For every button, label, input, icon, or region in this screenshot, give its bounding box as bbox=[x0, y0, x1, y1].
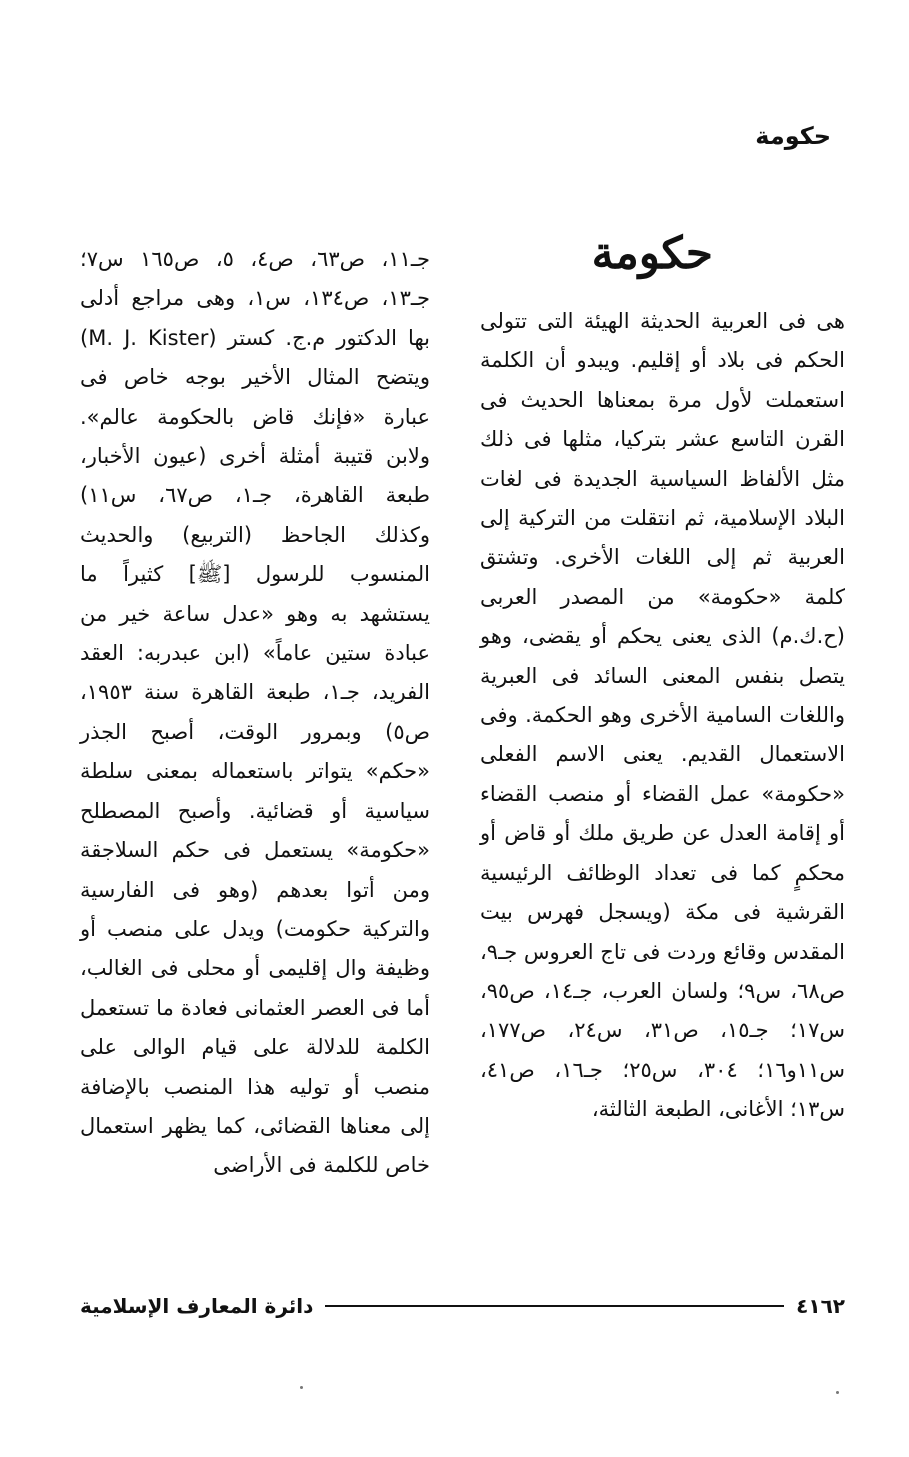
left-column-text: جـ١١، ص٦٣، ص٤، ٥، ص١٦٥ س٧؛ جـ١٣، ص١٣٤، س١، وهى مراجع أدلى بها الدكتور م.ج. كستر (M. J. Kister) ويتضح المثال الأخير بوجه خاص فى عبارة «فإنك قاض بالحكومة عالم». ولابن قتيبة أمثلة أخرى (عيون الأخبار، طبعة القاهرة، جـ١، ص٦٧، س١١) وكذلك الجاحظ (التربيع) والحديث المنسوب للرسول [ﷺ] كثيراً ما يستشهد به وهو «عدل ساعة خير من عبادة ستين عاماً» (ابن عبدربه: العقد الفريد، جـ١، طبعة القاهرة سنة ١٩٥٣، ص٥) وبمرور الوقت، أصبح الجذر «حكم» يتواتر باستعماله بمعنى سلطة سياسية أو قضائية. وأصبح المصطلح «حكومة» يستعمل فى حكم السلاجقة ومن أتوا بعدهم (وهو فى الفارسية والتركية حكومت) ويدل على منصب أو وظيفة وال إقليمى أو محلى فى الغالب، أما فى العصر العثمانى فعادة ما تستعمل الكلمة للدلالة على قيام الوالى على منصب أو توليه هذا المنصب بالإضافة إلى معناها القضائى، كما يظهر استعمال خاص للكلمة فى الأراضى bbox=[80, 247, 431, 1178]
right-column-text: هى فى العربية الحديثة الهيئة التى تتولى الحكم فى بلاد أو إقليم. ويبدو أن الكلمة استعملت لأول مرة بمعناها الحديث فى القرن التاسع عشر بتركيا، مثلها فى ذلك مثل الألفاظ السياسية الجديدة فى لغات البلاد الإسلامية، ثم انتقلت من التركية إلى العربية ثم إلى اللغات الأخرى. وتشتق كلمة «حكومة» من المصدر العربى (ح.ك.م) الذى يعنى يحكم أو يقضى، وهو يتصل بنفس المعنى السائد فى العبرية واللغات السامية الأخرى وهو الحكمة. وفى الاستعمال القديم. يعنى الاسم الفعلى «حكومة» عمل القضاء أو منصب القضاء أو إقامة العدل عن طريق ملك أو قاض أو محكمٍ كما فى تعداد الوظائف الرئيسية القرشية فى مكة (ويسجل فهرس بيت المقدس وقائع وردت فى تاج العروس جـ٩، ص٦٨، س٩؛ ولسان العرب، جـ١٤، ص٩٥، س١٧؛ جـ١٥، ص٣١، س٢٤، ص١٧٧، س١١و١٦؛ ٣٠٤، س٢٥؛ جـ١٦، ص٤١، س١٣؛ الأغانى، الطبعة الثالثة، bbox=[480, 309, 846, 1122]
scan-speck bbox=[836, 1391, 839, 1394]
page-number: ٤١٦٢ bbox=[796, 1294, 845, 1318]
page-footer bbox=[80, 1291, 845, 1321]
article-title: حكومة bbox=[591, 228, 713, 279]
scan-speck bbox=[300, 1386, 303, 1389]
footer-rule bbox=[325, 1305, 784, 1307]
publication-title: دائرة المعارف الإسلامية bbox=[80, 1294, 314, 1318]
running-head: حكومة bbox=[755, 122, 831, 150]
